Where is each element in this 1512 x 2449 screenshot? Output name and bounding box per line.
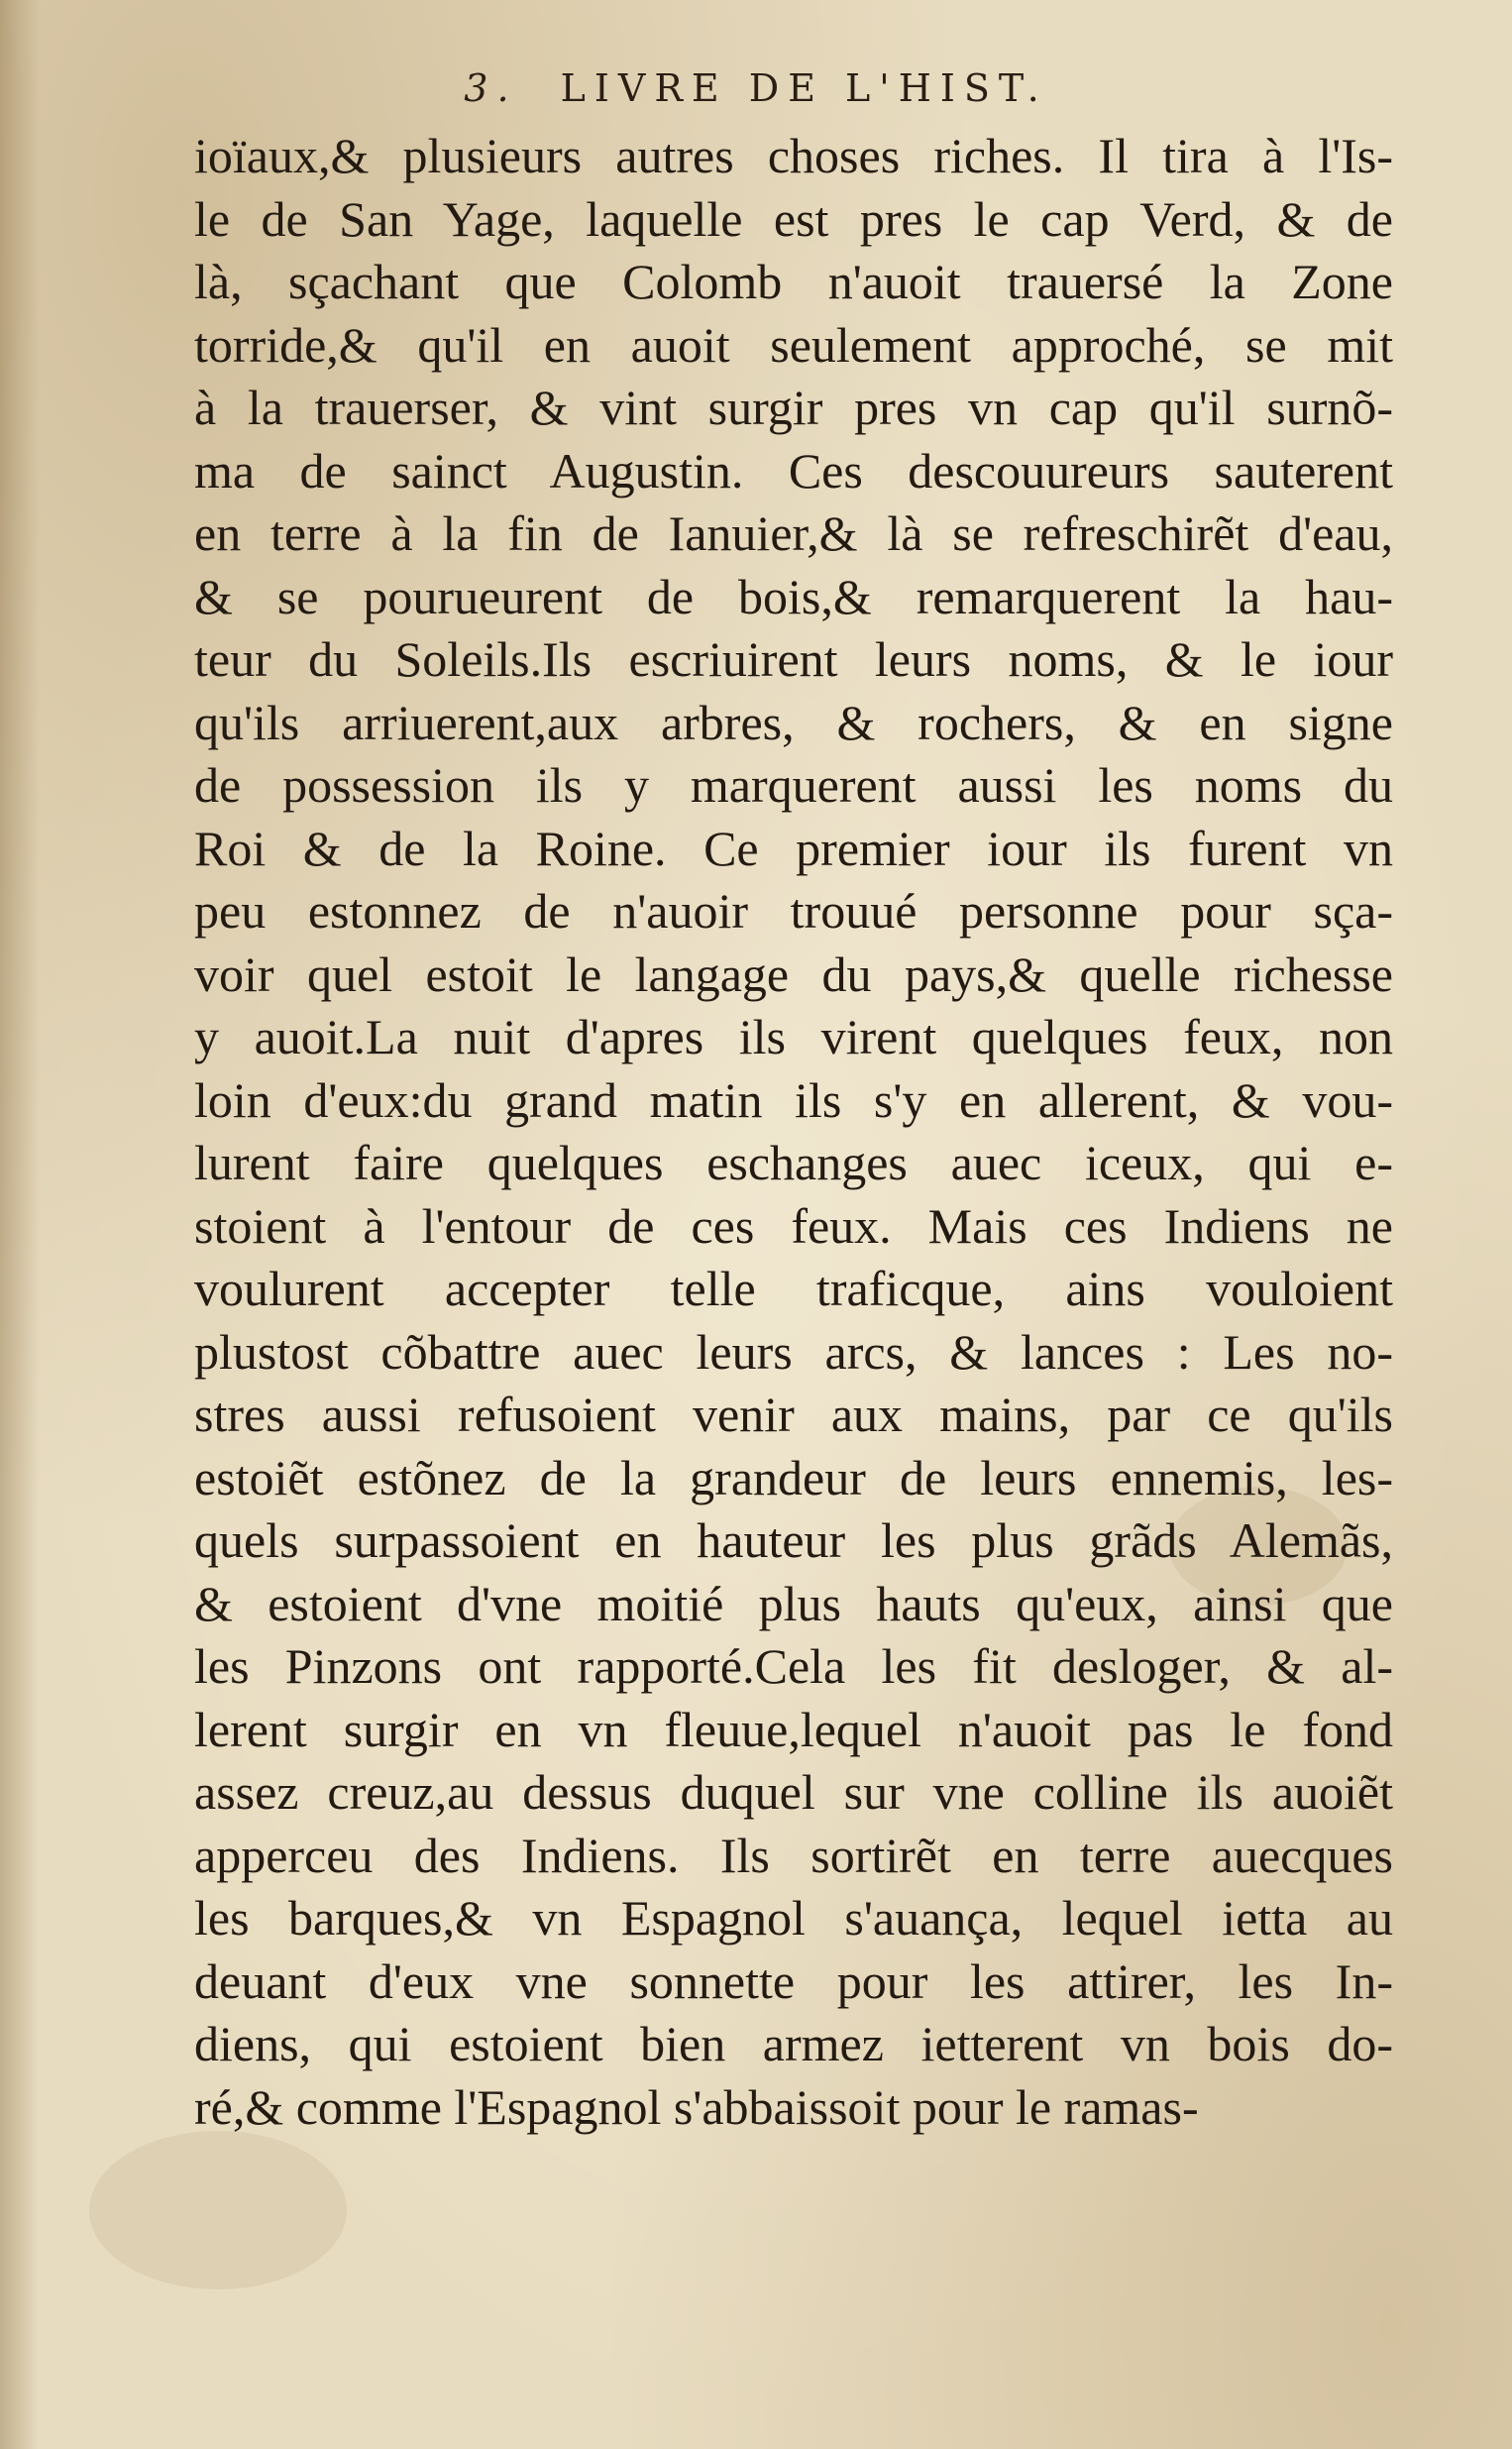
text-line: deuant d'eux vne sonnette pour les attirer, les In- bbox=[194, 1952, 1393, 2009]
body-text bbox=[194, 125, 1393, 2139]
page-edge-shadow bbox=[0, 0, 40, 2449]
paper-stain bbox=[89, 2131, 347, 2289]
text-line: lerent surgir en vn fleuue,lequel n'auoit pas le fond bbox=[194, 1701, 1393, 1757]
text-line: teur du Soleils.Ils escriuirent leurs noms, & le iour bbox=[194, 631, 1393, 687]
text-line: qu'ils arriuerent,aux arbres, & rochers, & en signe bbox=[194, 694, 1393, 750]
text-line: ré,& comme l'Espagnol s'abbaissoit pour le ramas- bbox=[194, 2078, 1199, 2135]
text-line: ma de sainct Augustin. Ces descouureurs sauterent bbox=[194, 442, 1393, 499]
text-line: stoient à l'entour de ces feux. Mais ces Indiens ne bbox=[194, 1197, 1393, 1254]
text-line: ioïaux,& plusieurs autres choses riches. Il tira à l'Is- bbox=[194, 128, 1393, 183]
text-line: quels surpassoient en hauteur les plus grãds Alemãs, bbox=[194, 1512, 1393, 1568]
text-line: & estoient d'vne moitié plus hauts qu'eux, ainsi que bbox=[194, 1575, 1393, 1631]
text-line: torride,& qu'il en auoit seulement approché, se mit bbox=[194, 316, 1393, 373]
running-head bbox=[0, 59, 1512, 117]
page-number: 3. bbox=[464, 66, 518, 110]
text-line: plustost cõbattre auec leurs arcs, & lances : Les no- bbox=[194, 1323, 1393, 1380]
text-line: assez creuz,au dessus duquel sur vne colline ils auoiẽt bbox=[194, 1764, 1393, 1820]
text-line: apperceu des Indiens. Ils sortirẽt en terre auecques bbox=[194, 1827, 1393, 1883]
text-line: y auoit.La nuit d'apres ils virent quelques feux, non bbox=[194, 1009, 1393, 1064]
text-line: estoiẽt estõnez de la grandeur de leurs ennemis, les- bbox=[194, 1449, 1393, 1505]
text-line: diens, qui estoient bien armez ietterent vn bois do- bbox=[194, 2016, 1393, 2071]
text-line: les barques,& vn Espagnol s'auança, lequel ietta au bbox=[194, 1890, 1393, 1946]
running-title: LIVRE DE L'HIST. bbox=[560, 66, 1048, 110]
text-line: à la trauerser, & vint surgir pres vn cap qu'il surnõ- bbox=[194, 380, 1393, 435]
text-line: Roi & de la Roine. Ce premier iour ils furent vn bbox=[194, 820, 1393, 876]
text-line: le de San Yage, laquelle est pres le cap Verd, & de bbox=[194, 190, 1393, 247]
text-line: en terre à la fin de Ianuier,& là se refreschirẽt d'eau, bbox=[194, 505, 1393, 561]
text-line: de possession ils y marquerent aussi les noms du bbox=[194, 757, 1393, 813]
text-line: & se pourueurent de bois,& remarquerent la hau- bbox=[194, 568, 1393, 624]
text-line: voulurent accepter telle traficque, ains vouloient bbox=[194, 1261, 1393, 1316]
text-line: stres aussi refusoient venir aux mains, par ce qu'ils bbox=[194, 1387, 1393, 1442]
text-line: les Pinzons ont rapporté.Cela les fit desloger, & al- bbox=[194, 1638, 1393, 1694]
text-line: lurent faire quelques eschanges auec iceux, qui e- bbox=[194, 1135, 1393, 1190]
text-line: voir quel estoit le langage du pays,& quelle richesse bbox=[194, 946, 1393, 1002]
text-line: peu estonnez de n'auoir trouué personne pour sça- bbox=[194, 883, 1393, 939]
text-line: loin d'eux:du grand matin ils s'y en allerent, & vou- bbox=[194, 1071, 1393, 1128]
text-line: là, sçachant que Colomb n'auoit trauersé la Zone bbox=[194, 254, 1393, 309]
